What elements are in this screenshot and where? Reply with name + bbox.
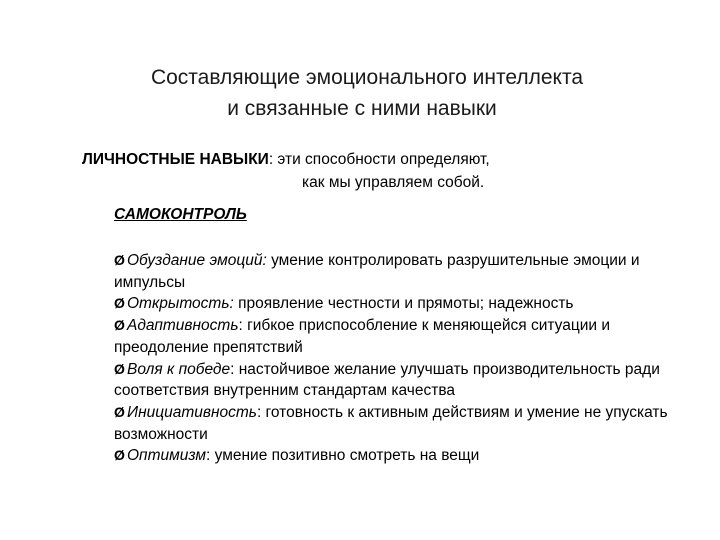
skill-description: : настойчивое желание улучшать производительность ради соответствия внутренним стандартам качества [114, 360, 660, 400]
skill-name: Инициативность [127, 403, 257, 421]
slide-title-line-2: и связанные с ними навыки [227, 97, 497, 120]
personal-skills-label: ЛИЧНОСТНЫЕ НАВЫКИ [82, 151, 269, 168]
personal-skills-intro [82, 149, 490, 170]
self-control-heading: САМОКОНТРОЛЬ [114, 206, 247, 223]
arrowhead-bullet-icon: Ø [114, 317, 125, 334]
arrowhead-bullet-icon: Ø [114, 252, 125, 268]
personal-skills-text-line-1: : эти способности определяют, [268, 151, 490, 168]
slide-title [0, 62, 720, 124]
skill-description: : умение позитивно смотреть на вещи [206, 447, 480, 465]
arrowhead-bullet-icon: Ø [114, 295, 125, 312]
list-item [114, 445, 674, 467]
skill-description: проявление честности и прямоты; надежность [233, 295, 574, 313]
skill-name: Адаптивность [127, 317, 239, 335]
skill-name: Открытость: [127, 295, 234, 313]
arrowhead-bullet-icon: Ø [114, 403, 125, 420]
skill-name: Обуздание эмоций: [127, 252, 267, 269]
list-item [114, 250, 674, 293]
list-item [114, 293, 674, 315]
skill-name: Оптимизм [127, 447, 207, 465]
arrowhead-bullet-icon: Ø [114, 447, 125, 464]
arrowhead-bullet-icon: Ø [114, 360, 125, 377]
skill-name: Воля к победе [127, 360, 231, 378]
slide-title-line-1: Составляющие эмоционального интеллекта [150, 66, 584, 89]
personal-skills-text-line-2: как мы управляем собой. [302, 174, 485, 191]
self-control-skills-list [114, 250, 674, 467]
list-item [114, 359, 674, 402]
list-item [114, 402, 674, 445]
list-item [114, 315, 674, 358]
skill-description: : готовность к активным действиям и умение не упускать возможности [114, 403, 668, 443]
skill-description: умение контролировать разрушительные эмоции и импульсы [114, 252, 640, 291]
skill-description: : гибкое приспособление к меняющейся ситуации и преодоление препятствий [114, 317, 611, 356]
